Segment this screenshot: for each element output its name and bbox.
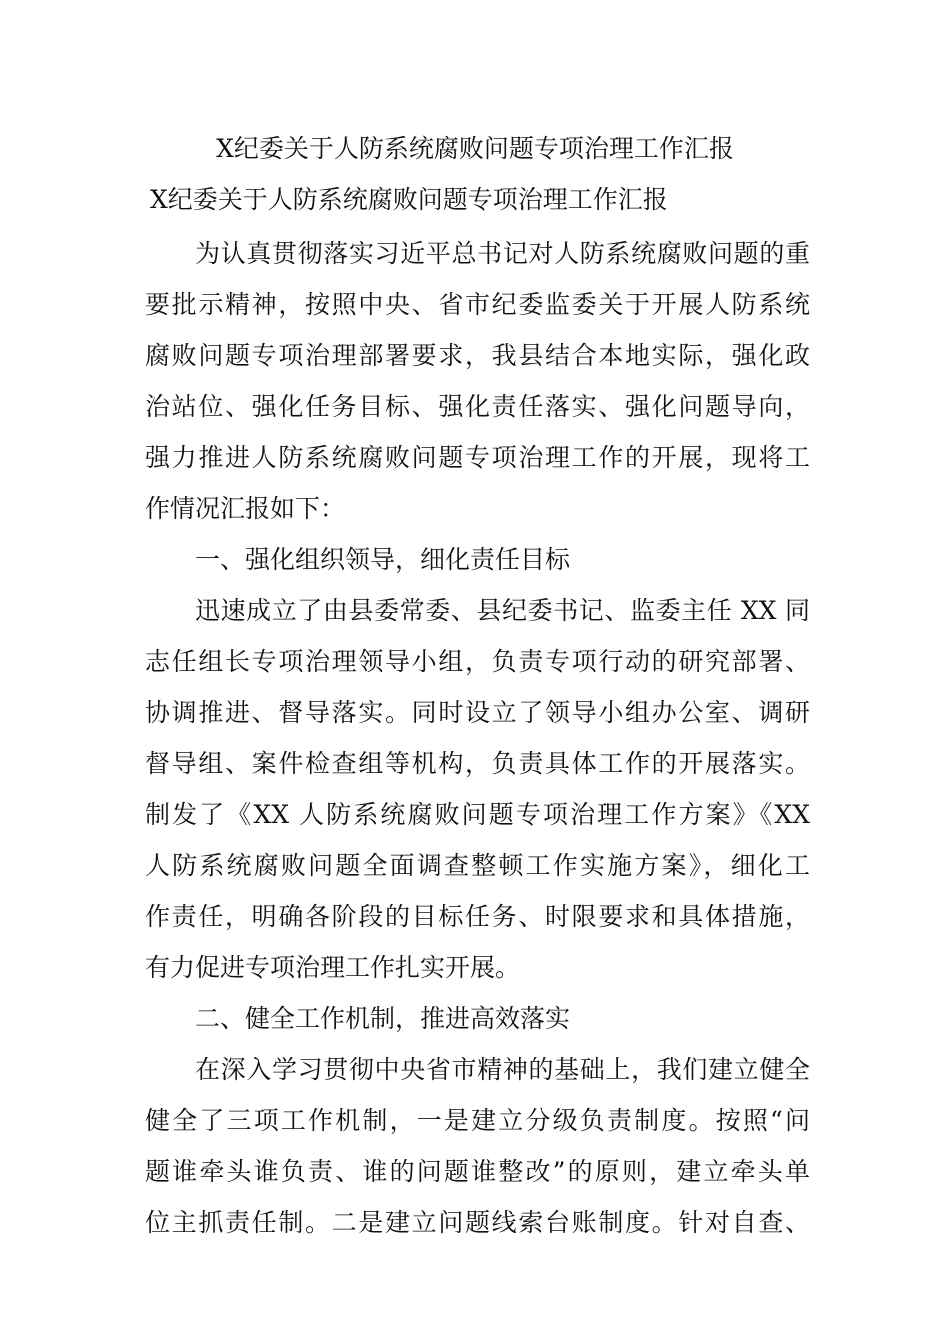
document-body — [145, 228, 810, 1248]
body-line: 强力推进人防系统腐败问题专项治理工作的开展，现将工 — [145, 443, 810, 472]
body-line: 人防系统腐败问题全面调查整顿工作实施方案》，细化工 — [145, 851, 810, 880]
body-line: 要批示精神，按照中央、省市纪委监委关于开展人防系统 — [145, 290, 810, 319]
body-line: 制发了《XX 人防系统腐败问题专项治理工作方案》《XX — [145, 800, 810, 829]
body-line: 腐败问题专项治理部署要求，我县结合本地实际，强化政 — [145, 341, 810, 370]
body-line: 协调推进、督导落实。同时设立了领导小组办公室、调研 — [145, 698, 810, 727]
body-line: 作情况汇报如下： — [145, 494, 346, 523]
section-heading-1: 一、强化组织领导，细化责任目标 — [195, 545, 571, 574]
body-line: 位主抓责任制。二是建立问题线索台账制度。针对自查、 — [145, 1208, 810, 1237]
body-line: 健全了三项工作机制，一是建立分级负责制度。按照“问 — [145, 1106, 810, 1135]
body-line: 迅速成立了由县委常委、县纪委书记、监委主任 XX 同 — [195, 596, 810, 625]
body-line: 治站位、强化任务目标、强化责任落实、强化问题导向， — [145, 392, 810, 421]
body-line: 有力促进专项治理工作扎实开展。 — [145, 953, 521, 982]
body-line: 作责任，明确各阶段的目标任务、时限要求和具体措施， — [145, 902, 810, 931]
document-subtitle: X纪委关于人防系统腐败问题专项治理工作汇报 — [150, 185, 668, 214]
section-heading-2: 二、健全工作机制，推进高效落实 — [195, 1004, 571, 1033]
body-line: 志任组长专项治理领导小组，负责专项行动的研究部署、 — [145, 647, 810, 676]
body-line: 题谁牵头谁负责、谁的问题谁整改”的原则，建立牵头单 — [145, 1157, 810, 1186]
body-line: 督导组、案件检查组等机构，负责具体工作的开展落实。 — [145, 749, 810, 778]
body-line: 为认真贯彻落实习近平总书记对人防系统腐败问题的重 — [195, 239, 810, 268]
body-line: 在深入学习贯彻中央省市精神的基础上，我们建立健全 — [195, 1055, 810, 1084]
document-title: X纪委关于人防系统腐败问题专项治理工作汇报 — [216, 134, 734, 163]
